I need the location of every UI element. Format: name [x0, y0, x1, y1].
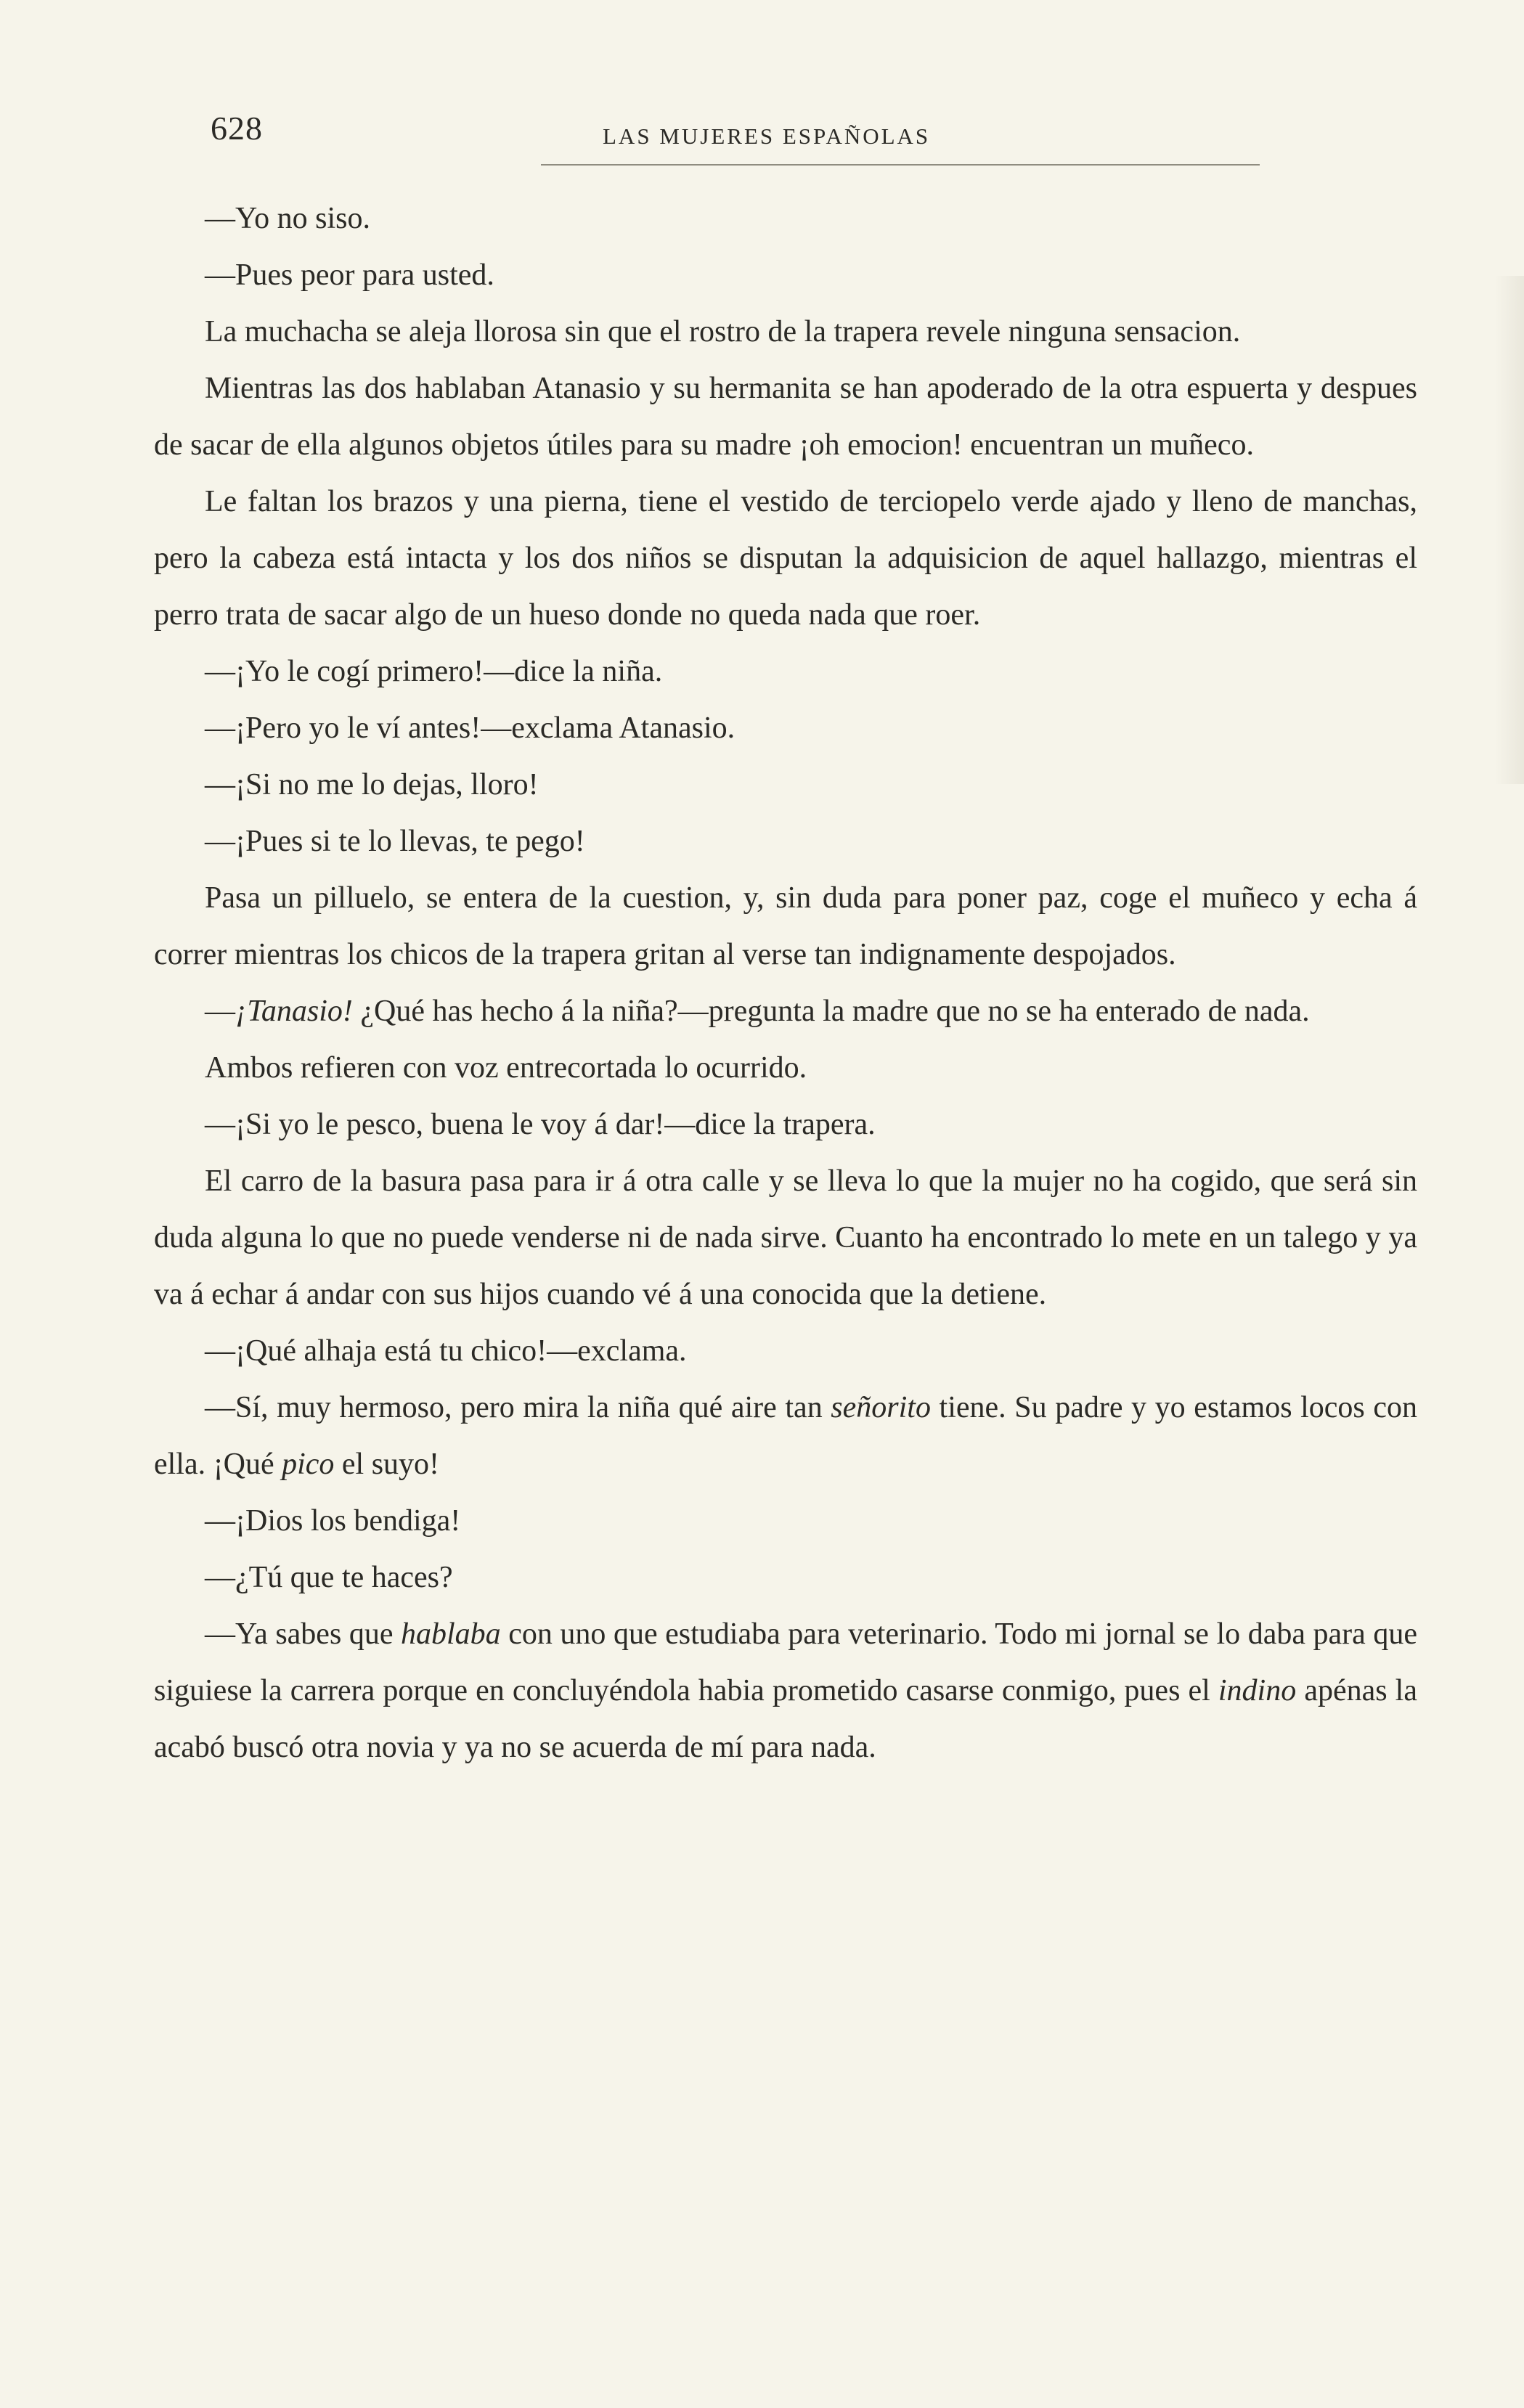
paragraph-text: La muchacha se aleja llorosa sin que el rostro de la trapera revele ninguna sensacion. — [205, 315, 1241, 348]
paragraph-text: —¡Pues si te lo llevas, te pego! — [205, 825, 585, 858]
paragraph-text: —Pues peor para usted. — [205, 258, 494, 292]
paragraph — [154, 813, 1417, 870]
paragraph-text: —¡Si no me lo dejas, lloro! — [205, 768, 539, 801]
page-number: 628 — [211, 110, 263, 147]
paragraph-text: el suyo! — [334, 1448, 440, 1481]
paragraph — [154, 1153, 1417, 1323]
italic-text: ¡Tanasio! — [235, 995, 353, 1028]
italic-text: hablaba — [401, 1617, 501, 1651]
paragraph-text: —¿Tú que te haces? — [205, 1561, 453, 1594]
paragraph — [154, 1040, 1417, 1096]
italic-text: indino — [1218, 1674, 1297, 1707]
paragraph — [154, 983, 1417, 1040]
paragraph-text: con uno que estudiaba para veterinario. Todo mi jornal se lo daba para que siguiese la carrera porque en concluyéndola habia prometido casarse conmigo, pues el — [154, 1617, 1417, 1707]
paragraph-text: —Yo no siso. — [205, 202, 370, 235]
italic-text: señorito — [831, 1391, 931, 1424]
paragraph-text: —Ya sabes que — [205, 1617, 402, 1651]
paragraph-text: —¡Pero yo le ví antes!—exclama Atanasio. — [205, 711, 735, 745]
page-header — [211, 109, 1430, 174]
paper-edge-shadow — [1495, 276, 1524, 784]
paragraph — [154, 1379, 1417, 1493]
paragraph-text: ¿Qué has hecho á la niña?—pregunta la madre que no se ha enterado de nada. — [352, 995, 1310, 1028]
paragraph — [154, 190, 1417, 247]
paragraph — [154, 643, 1417, 700]
paragraph — [154, 1606, 1417, 1776]
paragraph — [154, 1549, 1417, 1606]
paragraph-text: El carro de la basura pasa para ir á otra calle y se lleva lo que la mujer no ha cogido, que será sin duda alguna lo que no puede venderse ni de nada sirve. Cuanto ha encontrado lo mete en un talego y ya va á echar á andar con sus hijos cuando vé á una conocida que la detiene. — [154, 1164, 1417, 1311]
paragraph-text: apénas la acabó buscó otra novia y ya no se acuerda de mí para nada. — [154, 1674, 1417, 1764]
paragraph — [154, 473, 1417, 643]
paragraph-text: tiene. Su padre y yo estamos locos con ella. ¡Qué — [154, 1391, 1417, 1481]
paragraph-text: —¡Yo le cogí primero!—dice la niña. — [205, 655, 663, 688]
italic-text: pico — [282, 1448, 335, 1481]
running-title: LAS MUJERES ESPAÑOLAS — [603, 123, 931, 149]
paragraph-text: Le faltan los brazos y una pierna, tiene el vestido de terciopelo verde ajado y lleno de manchas, pero la cabeza está intacta y los dos niños se disputan la adquisicion de aquel hallazgo, mientras el perro trata de sacar algo de un hueso donde no queda nada que roer. — [154, 485, 1417, 632]
paragraph-text: —Sí, muy hermoso, pero mira la niña qué aire tan — [205, 1391, 831, 1424]
paragraph — [154, 1096, 1417, 1153]
paragraph-text: Ambos refieren con voz entrecortada lo ocurrido. — [205, 1051, 807, 1085]
paragraph — [154, 756, 1417, 813]
paragraph-text: Pasa un pilluelo, se entera de la cuestion, y, sin duda para poner paz, coge el muñeco y echa á correr mientras los chicos de la trapera gritan al verse tan indignamente despojados. — [154, 881, 1417, 971]
body-text — [154, 190, 1417, 1776]
paragraph-text: —¡Qué alhaja está tu chico!—exclama. — [205, 1334, 687, 1368]
header-rule — [541, 164, 1260, 166]
paragraph — [154, 1493, 1417, 1549]
paragraph — [154, 870, 1417, 983]
paragraph-text: — — [205, 995, 235, 1028]
paragraph — [154, 247, 1417, 303]
paragraph — [154, 1323, 1417, 1379]
paragraph — [154, 700, 1417, 756]
paragraph-text: Mientras las dos hablaban Atanasio y su hermanita se han apoderado de la otra espuerta y despues de sacar de ella algunos objetos útiles para su madre ¡oh emocion! encuentran un muñeco. — [154, 372, 1417, 462]
paragraph — [154, 360, 1417, 473]
paragraph-text: —¡Si yo le pesco, buena le voy á dar!—dice la trapera. — [205, 1108, 876, 1141]
paragraph — [154, 303, 1417, 360]
paragraph-text: —¡Dios los bendiga! — [205, 1504, 461, 1538]
